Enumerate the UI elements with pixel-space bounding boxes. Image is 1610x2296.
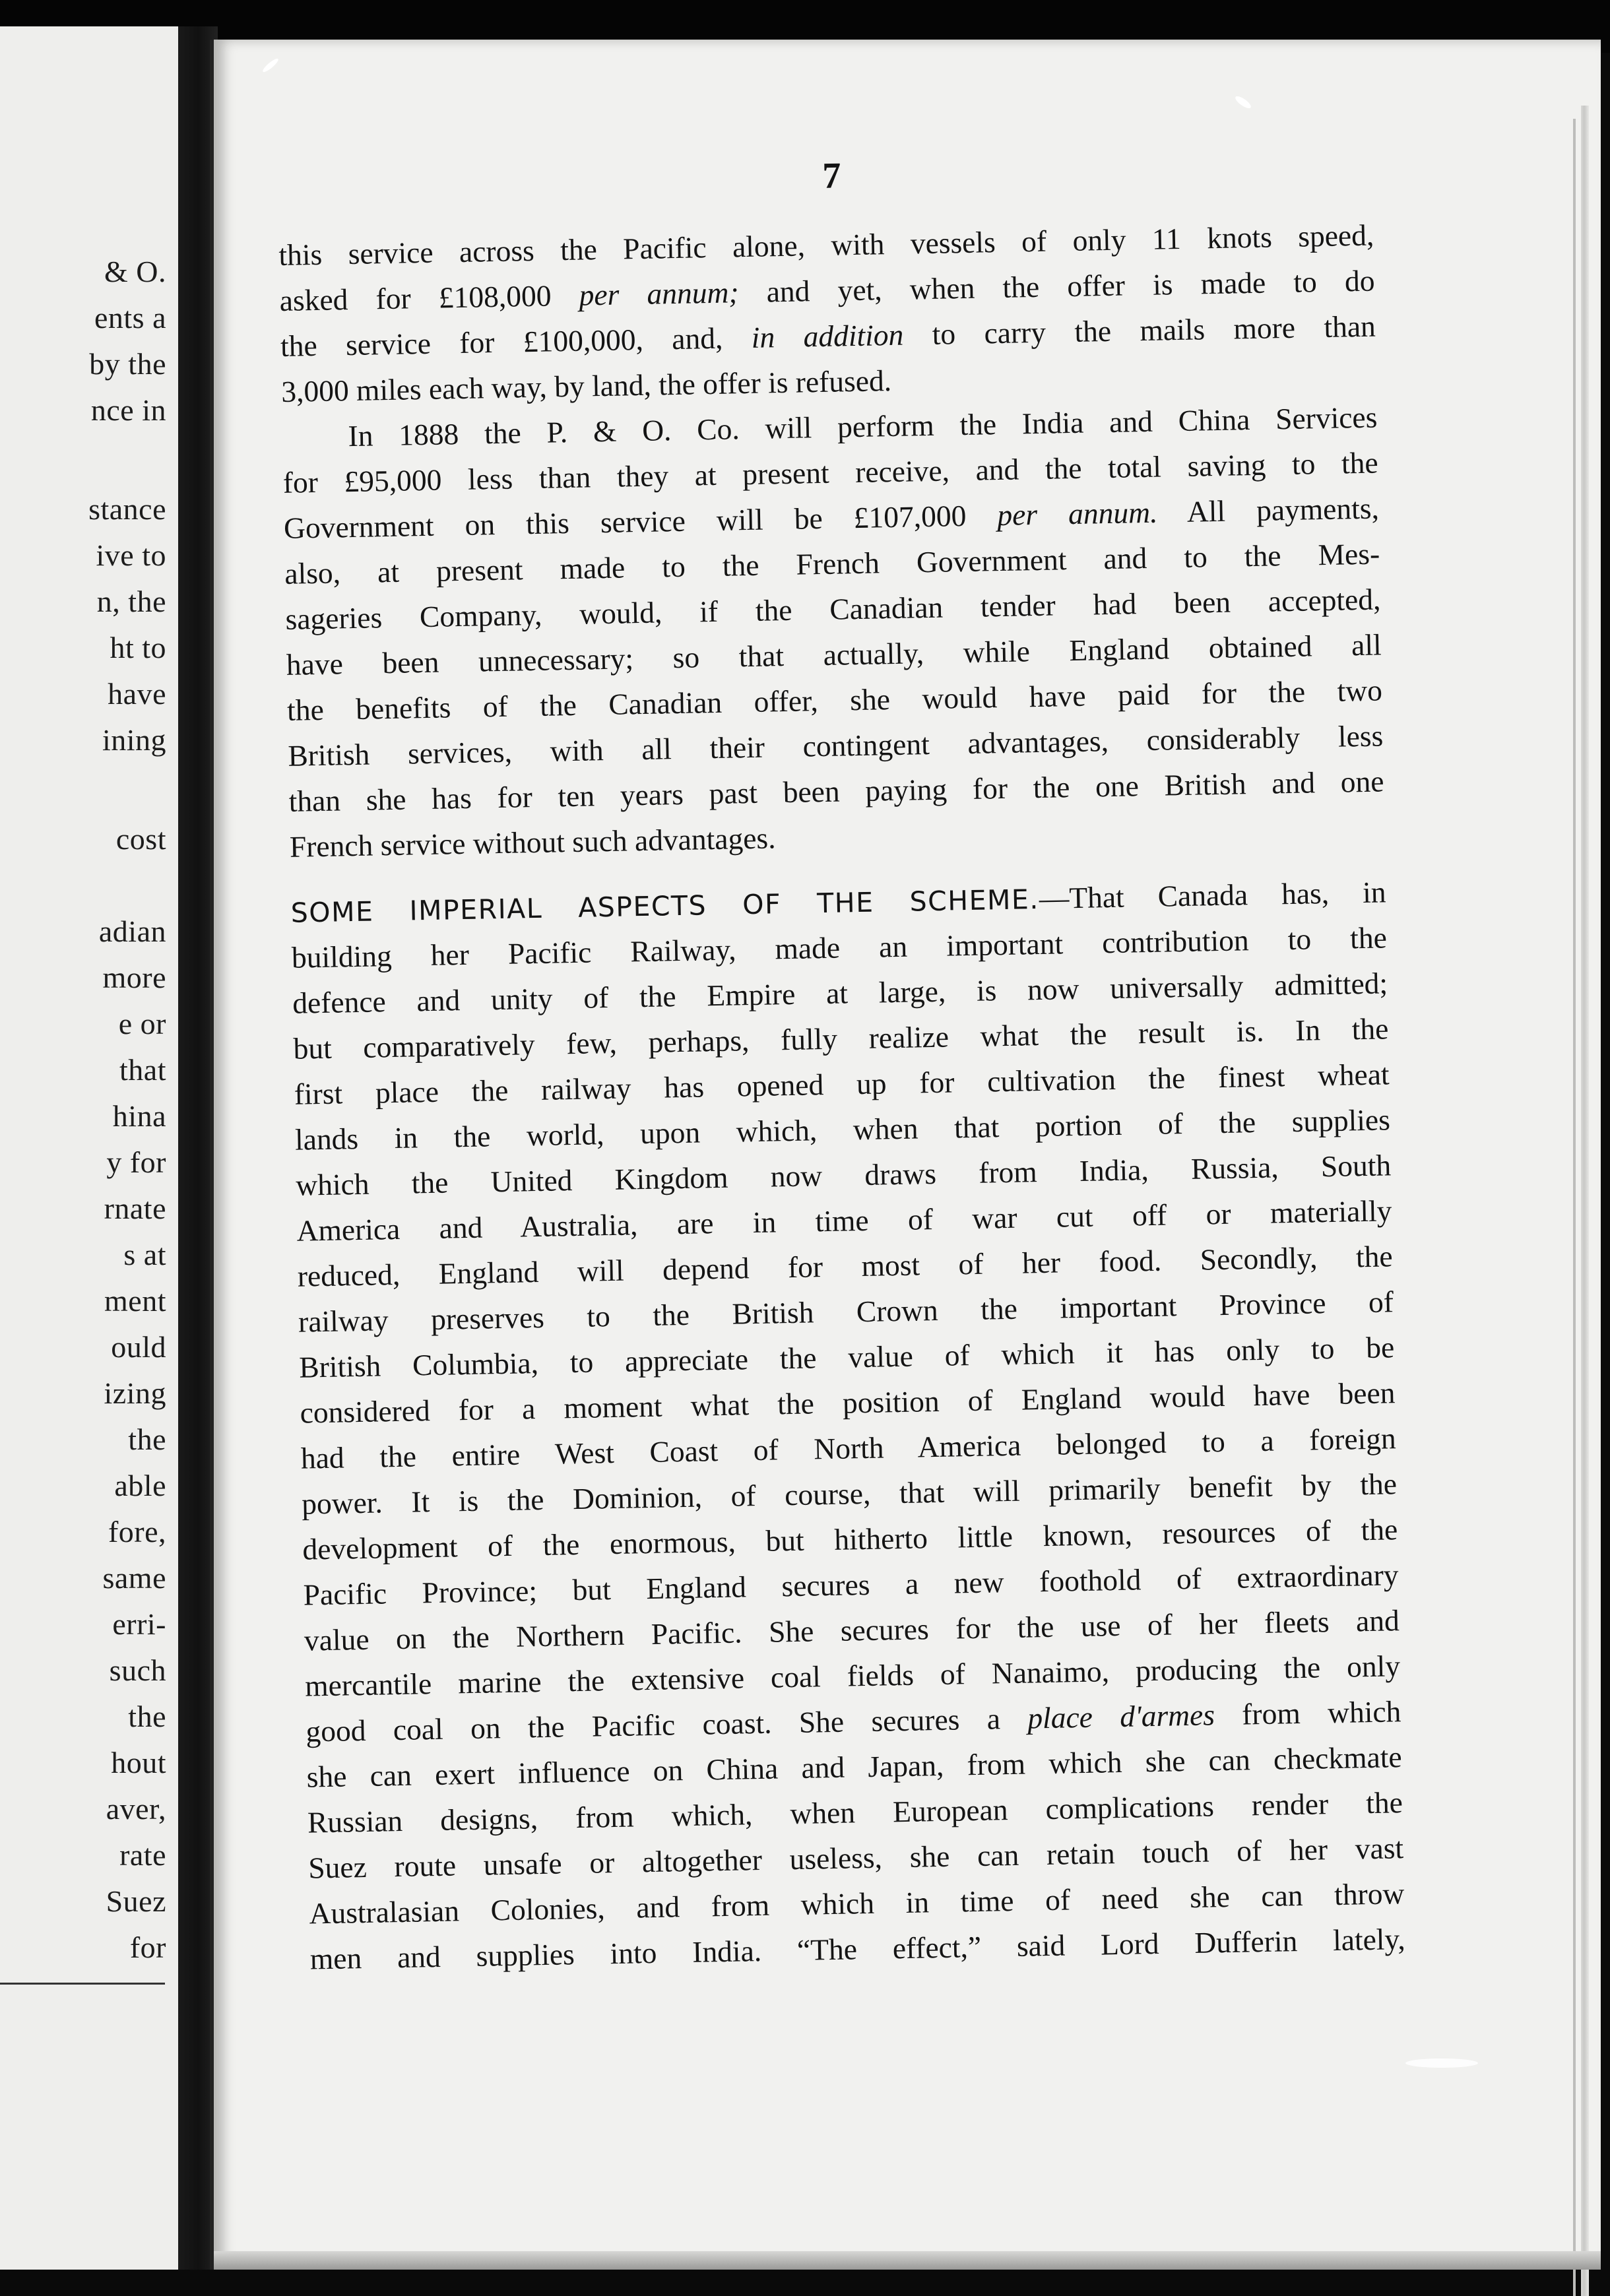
previous-page-text-fragment: s at (123, 1238, 166, 1271)
previous-page-text-fragment: nce in (90, 393, 166, 427)
previous-page-text-fragment: ive to (96, 538, 166, 572)
text-line: power. It is the Dominion, of course, that will primarily benefit by the (301, 1467, 1398, 1521)
previous-page-rule (0, 1983, 165, 1985)
paragraph-2 (282, 395, 1385, 870)
text-line: sageries Company, would, if the Canadian tender had been accepted, (285, 582, 1381, 636)
text-line: 3,000 miles each way, by land, the offer is refused. (280, 363, 892, 408)
text-line: the benefits of the Canadian offer, she would have paid for the two (286, 673, 1383, 727)
previous-page-text-fragment: fore, (108, 1515, 166, 1548)
text-line: Government on this service will be £107,000 per annum. All payments, (283, 491, 1380, 545)
text-line: considered for a moment what the position of England would have been (300, 1376, 1396, 1430)
previous-page-text-fragment: n, the (96, 585, 166, 618)
paragraph-1 (278, 212, 1377, 414)
page-number: 7 (821, 155, 842, 197)
previous-page-text-fragment: y for (106, 1145, 166, 1179)
previous-page-text-fragment: able (114, 1469, 166, 1502)
text-line: had the entire West Coast of North America belonged to a foreign (300, 1421, 1397, 1475)
text-line: British services, with all their contingent advantages, considerably less (287, 718, 1384, 773)
previous-page-text-fragment: ht to (110, 631, 166, 664)
previous-page-text-fragment: rate (119, 1838, 166, 1872)
previous-page-text-fragment: izing (104, 1376, 166, 1410)
previous-page-text-fragment: by the (89, 347, 166, 381)
text-line: development of the enormous, but hitherto little known, resources of the (302, 1512, 1398, 1566)
text-line: Suez route unsafe or altogether useless, she can retain touch of her vast (307, 1831, 1404, 1885)
text-line: than she has for ten years past been paying for the one British and one (288, 764, 1384, 818)
previous-page-text-fragment: ould (111, 1330, 166, 1364)
previous-page-text-fragment: the (128, 1700, 166, 1733)
text-line: Australasian Colonies, and from which in time of need she can throw (309, 1876, 1405, 1930)
previous-page-text-fragment: adian (98, 914, 166, 948)
previous-page-text-fragment: hina (112, 1099, 166, 1133)
text-line: defence and unity of the Empire at large, is now universally admitted; (292, 966, 1388, 1020)
previous-page-text-fragment: e or (118, 1007, 166, 1040)
page-text (277, 145, 1405, 1982)
text-line: but comparatively few, perhaps, fully realize what the result is. In the (293, 1011, 1389, 1066)
page-bottom-edge (214, 2251, 1601, 2270)
previous-page-text-fragment: aver, (106, 1792, 166, 1826)
heading-line-rest: —That Canada has, in (1039, 875, 1386, 916)
previous-page-text-fragment: rnate (104, 1192, 166, 1225)
text-line: Pacific Province; but England secures a new foothold of extraordinary (303, 1558, 1399, 1612)
previous-page-text-fragment: that (119, 1053, 166, 1087)
text-line: the service for £100,000, and, in addition to carry the mails more than (280, 309, 1376, 363)
text-line: lands in the world, upon which, when that portion of the supplies (294, 1102, 1391, 1157)
text-line: also, at present made to the French Government and to the Mes- (284, 536, 1380, 590)
previous-page-text-fragment: cost (115, 822, 166, 856)
page-edge (1581, 106, 1589, 2296)
previous-page-text-fragment: same (102, 1561, 166, 1595)
previous-page-text-fragment: for (129, 1930, 166, 1964)
text-line: good coal on the Pacific coast. She secures a place d'armes from which (306, 1694, 1401, 1748)
page-edge-line (1573, 119, 1576, 2296)
text-line: reduced, England will depend for most of her food. Secondly, the (297, 1239, 1394, 1293)
previous-page-fragment (0, 26, 178, 2270)
previous-page-text-fragment: ining (102, 723, 166, 757)
text-line: mercantile marine the extensive coal fields of Nanaimo, producing the only (304, 1649, 1401, 1703)
text-line: In 1888 the P. & O. Co. will perform the India and China Services (348, 400, 1378, 453)
text-line: French service without such advantages. (289, 821, 776, 864)
section-heading: SOME IMPERIAL ASPECTS OF THE SCHEME. (290, 883, 1040, 929)
text-line: first place the railway has opened up for cultivation the finest wheat (294, 1057, 1390, 1111)
paragraph-3 (291, 914, 1405, 1981)
text-line: British Columbia, to appreciate the value of which it has only to be (298, 1330, 1395, 1384)
previous-page-text-fragment: more (102, 961, 166, 994)
text-line: have been unnecessary; so that actually, while England obtained all (286, 627, 1382, 682)
previous-page-text-fragment: stance (88, 492, 166, 526)
text-line: value on the Northern Pacific. She secures for the use of her fleets and (304, 1603, 1400, 1657)
previous-page-text-fragment: ents a (94, 301, 166, 335)
text-line: men and supplies into India. “The effect,” said Lord Dufferin lately, (309, 1922, 1406, 1976)
text-line: America and Australia, are in time of war cut off or materially (296, 1194, 1392, 1248)
previous-page-text-fragment: the (128, 1422, 166, 1456)
previous-page-text-fragment: hout (111, 1746, 166, 1779)
text-line: for £95,000 less than they at present receive, and the total saving to the (282, 445, 1379, 499)
previous-page-text-fragment: Suez (106, 1884, 166, 1918)
text-line: which the United Kingdom now draws from India, Russia, South (295, 1148, 1392, 1202)
previous-page-text-fragment: ment (104, 1284, 166, 1318)
scan-speck (1405, 2058, 1478, 2068)
previous-page-text-fragment: such (109, 1653, 166, 1687)
text-line: she can exert influence on China and Japan, from which she can checkmate (306, 1740, 1402, 1794)
text-line: building her Pacific Railway, made an important contribution to the (291, 920, 1388, 974)
previous-page-text-fragment: erri- (112, 1607, 166, 1641)
text-line: this service across the Pacific alone, with vessels of only 11 knots speed, (278, 218, 1374, 272)
previous-page-text-fragment: & O. (104, 255, 166, 288)
text-line: railway preserves to the British Crown the important Province of (298, 1285, 1394, 1339)
text-line: Russian designs, from which, when European complications render the (307, 1785, 1403, 1839)
previous-page-text-fragment: have (108, 677, 166, 711)
text-line: asked for £108,000 per annum; and yet, when the offer is made to do (279, 263, 1375, 317)
